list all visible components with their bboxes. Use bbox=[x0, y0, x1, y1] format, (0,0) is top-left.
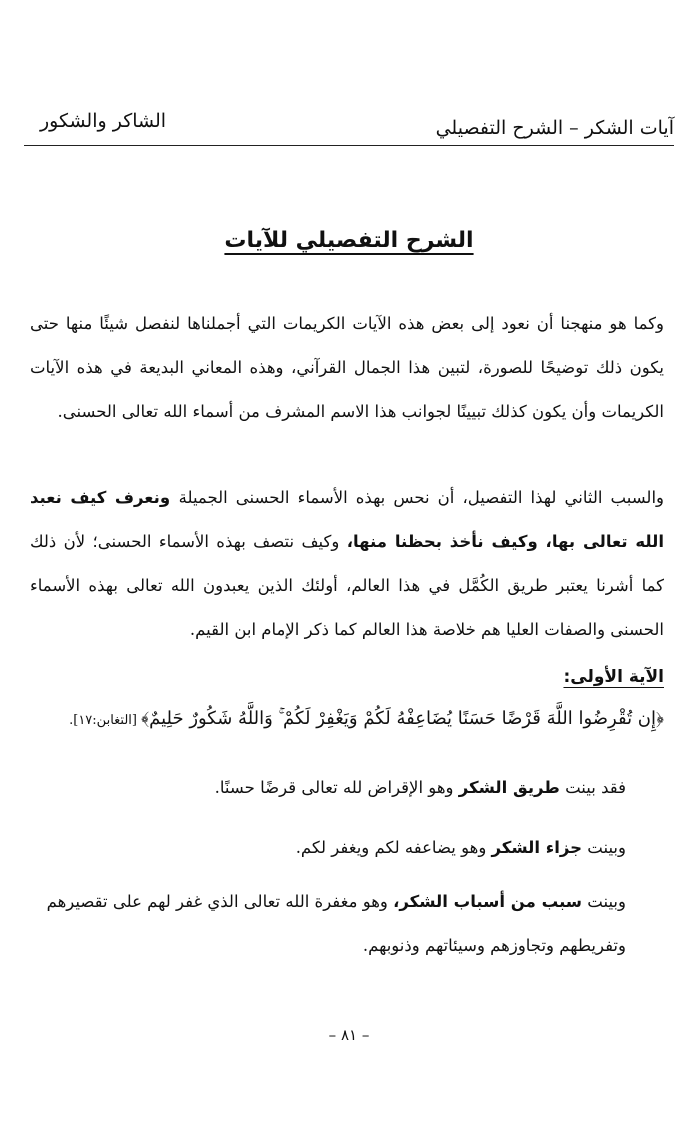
section-heading-text: الشرح التفصيلي للآيات bbox=[224, 228, 474, 253]
verse-text: ﴿إِن تُقْرِضُوا اللَّهَ قَرْضًا حَسَنًا يُضَاعِفْهُ لَكُمْ وَيَغْفِرْ لَكُمْ ۚ وَاللَّهُ شَكُورٌ حَلِيمٌ﴾ bbox=[141, 708, 664, 729]
first-verse-subheading: الآية الأولى: bbox=[563, 667, 664, 687]
line-prefix: وبينت bbox=[582, 838, 626, 857]
line-suffix: وهو مغفرة الله تعالى الذي غفر لهم على تقصيرهم وتفريطهم وتجاوزهم وسيئاتهم وذنوبهم. bbox=[46, 892, 626, 955]
page-number: – ٨١ – bbox=[328, 1026, 370, 1044]
explanation-line-reward bbox=[30, 826, 626, 870]
running-header-book-title: الشاكر والشكور bbox=[40, 110, 167, 132]
line-prefix: وبينت bbox=[582, 892, 626, 911]
line-bold: جزاء الشكر bbox=[491, 838, 583, 857]
explanation-line-path bbox=[30, 766, 626, 810]
verse-reference: [التغابن:١٧]. bbox=[69, 713, 142, 728]
explanation-line-cause bbox=[30, 880, 626, 968]
line-suffix: وهو يضاعفه لكم ويغفر لكم. bbox=[295, 838, 492, 857]
quran-verse bbox=[30, 708, 664, 729]
paragraph-reason-text-2: وكيف نتصف بهذه الأسماء الحسنى؛ لأن ذلك كما أشرنا يعتبر طريق الكُمَّل في هذا العالم، أولئك الذين يعبدون الله تعالى بهذه الأسماء الحسنى والصفات العليا هم خلاصة هذا العالم كما ذكر الإمام ابن القيم. bbox=[30, 532, 664, 639]
section-heading bbox=[0, 228, 698, 253]
line-suffix: وهو الإقراض لله تعالى قرضًا حسنًا. bbox=[214, 778, 459, 797]
line-bold: طريق الشكر bbox=[458, 778, 560, 797]
header-rule bbox=[24, 145, 674, 146]
line-bold: سبب من أسباب الشكر، bbox=[393, 892, 583, 911]
line-prefix: فقد بينت bbox=[559, 778, 626, 797]
paragraph-intro: وكما هو منهجنا أن نعود إلى بعض هذه الآيات الكريمات التي أجملناها لنفصل شيئًا منها حتى يكون ذلك توضيحًا للصورة، لتبين هذا الجمال القرآني، وهذه المعاني البديعة في هذه الآيات الكريمات وأن يكون كذلك تبيينًا لجوانب هذا الاسم المشرف من أسماء الله تعالى الحسنى. bbox=[30, 314, 664, 421]
paragraph-reason bbox=[30, 476, 664, 652]
paragraph-reason-bold: ونعرف كيف نعبد الله تعالى بها، وكيف نأخذ بحظنا منها، bbox=[30, 488, 664, 551]
paragraph-reason-text-1: والسبب الثاني لهذا التفصيل، أن نحس بهذه الأسماء الحسنى الجميلة bbox=[178, 488, 664, 507]
running-header-title: آيات الشكر – الشرح التفصيلي bbox=[435, 117, 674, 139]
